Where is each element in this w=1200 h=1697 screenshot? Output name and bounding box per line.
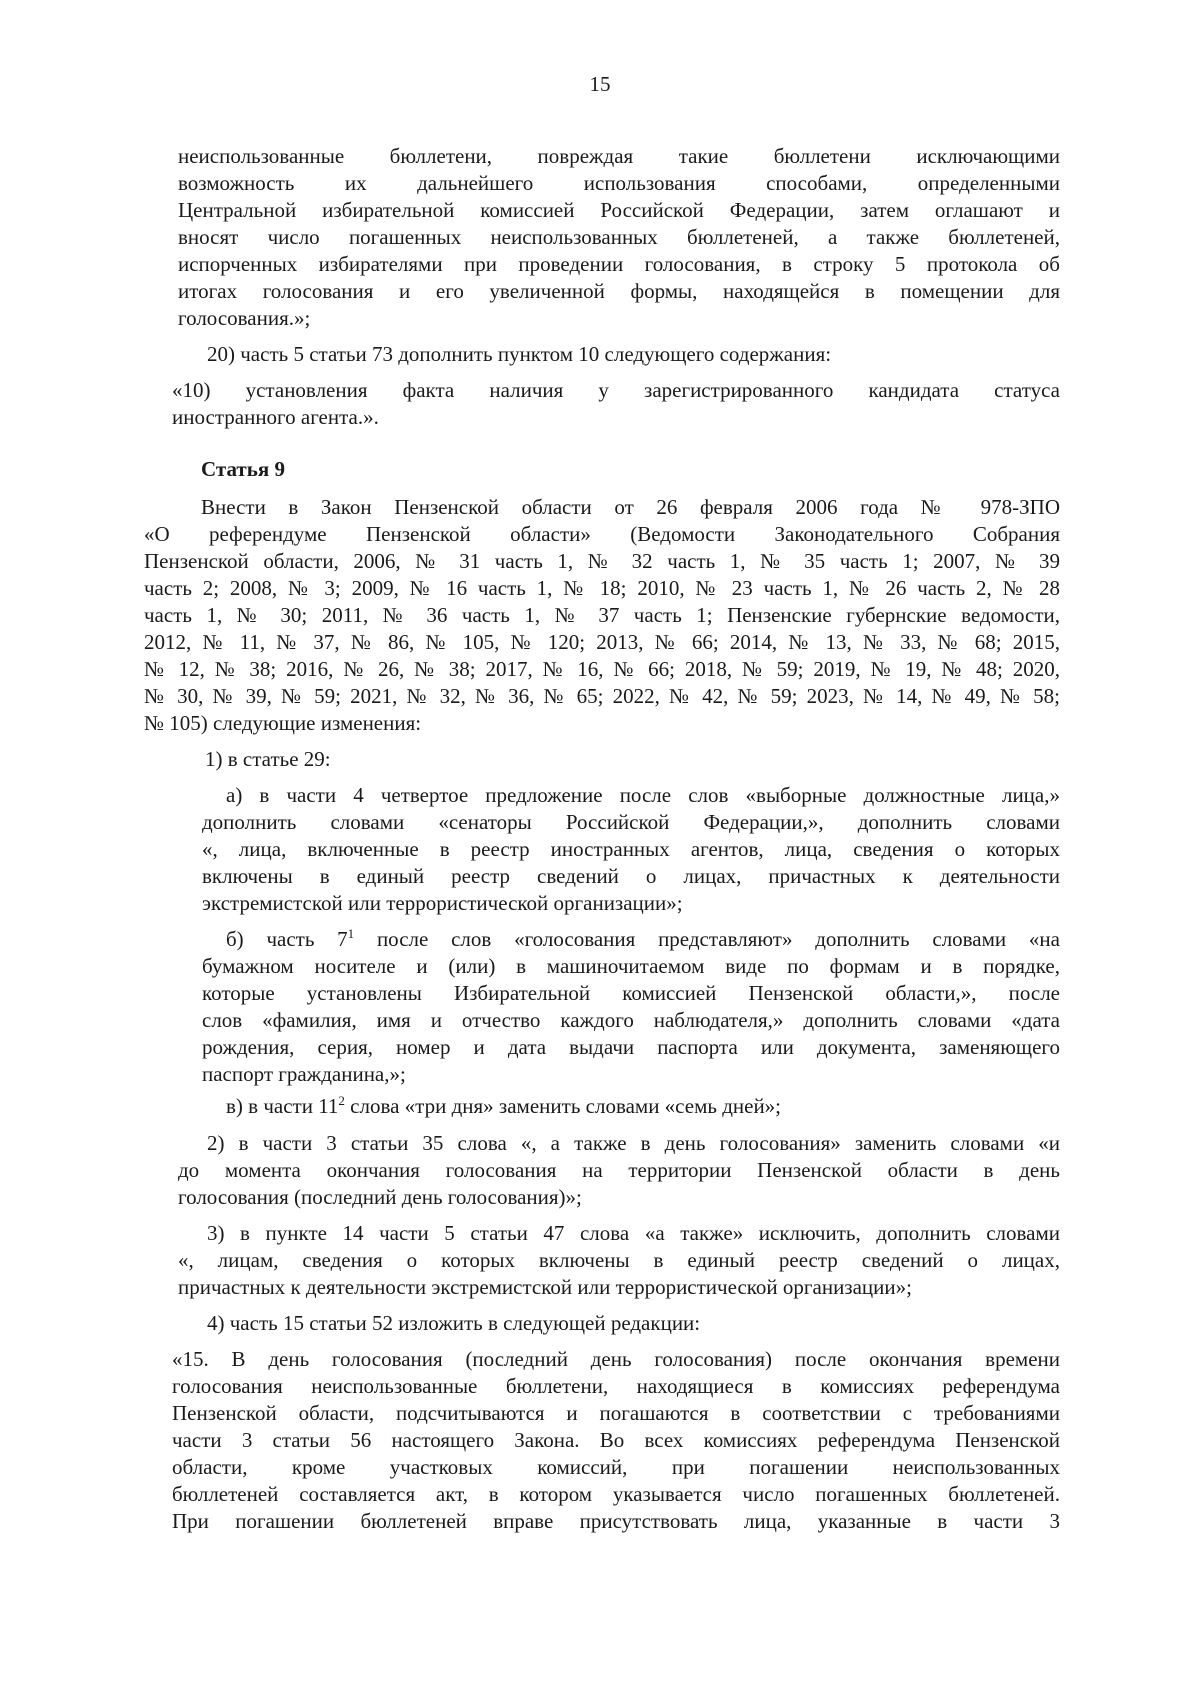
- paragraph-line: Внести в Закон Пензенской области от 26 февраля 2006 года № 978-ЗПО: [201, 495, 1060, 519]
- subitem-line: [226, 926, 1060, 953]
- subitem-line: дополнить словами «сенаторы Российской Федерации,», дополнить словами: [202, 810, 1060, 834]
- quoted-paragraph-line: иностранного агента.».: [172, 405, 379, 429]
- subitem-text: слова «три дня» заменить словами «семь дней»;: [344, 1094, 782, 1118]
- quoted-paragraph-line: «10) установления факта наличия у зарегистрированного кандидата статуса: [172, 378, 1060, 402]
- quoted-paragraph-line: голосования неиспользованные бюллетени, находящиеся в комиссиях референдума: [172, 1374, 1060, 1398]
- paragraph-line: итогах голосования и его увеличенной формы, находящейся в помещении для: [178, 279, 1060, 303]
- superscript: 2: [338, 1093, 345, 1108]
- paragraph-line: возможность их дальнейшего использования способами, определенными: [178, 171, 1060, 195]
- quoted-paragraph-line: «15. В день голосования (последний день голосования) после окончания времени: [172, 1347, 1060, 1371]
- quoted-paragraph-line: Пензенской области, подсчитываются и погашаются в соответствии с требованиями: [172, 1401, 1060, 1425]
- subitem-line: бумажном носителе и (или) в машиночитаемом виде по формам и в порядке,: [202, 954, 1060, 978]
- subitem-text: в) в части 11: [226, 1094, 339, 1118]
- paragraph-line: Пензенской области, 2006, № 31 часть 1, № 32 часть 1, № 35 часть 1; 2007, № 39: [144, 549, 1060, 573]
- paragraph-line: вносят число погашенных неиспользованных бюллетеней, а также бюллетеней,: [178, 225, 1060, 249]
- list-item: 20) часть 5 статьи 73 дополнить пунктом 10 следующего содержания:: [207, 342, 832, 366]
- quoted-paragraph-line: части 3 статьи 56 настоящего Закона. Во всех комиссиях референдума Пензенской: [172, 1428, 1060, 1452]
- subitem-line: [226, 1093, 781, 1120]
- superscript: 1: [347, 926, 355, 941]
- list-item-line: голосования (последний день голосования)»;: [178, 1185, 582, 1209]
- article-heading: Статья 9: [201, 457, 285, 481]
- paragraph-line: № 12, № 38; 2016, № 26, № 38; 2017, № 16, № 66; 2018, № 59; 2019, № 19, № 48; 2020,: [144, 657, 1060, 681]
- subitem-line: которые установлены Избирательной комиссией Пензенской области,», после: [202, 981, 1060, 1005]
- paragraph-line: «О референдуме Пензенской области» (Ведомости Законодательного Собрания: [144, 522, 1060, 546]
- subitem-line: включены в единый реестр сведений о лицах, причастных к деятельности: [202, 864, 1060, 888]
- paragraph-line: № 105) следующие изменения:: [144, 711, 422, 735]
- list-item-line: до момента окончания голосования на территории Пензенской области в день: [178, 1158, 1060, 1182]
- subitem-text: после слов «голосования представляют» дополнить словами «на: [354, 927, 1060, 951]
- subitem-line: слов «фамилия, имя и отчество каждого наблюдателя,» дополнить словами «дата: [202, 1008, 1060, 1032]
- subitem-line: паспорт гражданина,»;: [202, 1062, 406, 1086]
- subitem-text: б) часть 7: [226, 927, 348, 951]
- list-item: 4) часть 15 статьи 52 изложить в следующей редакции:: [207, 1311, 701, 1335]
- paragraph-line: неиспользованные бюллетени, повреждая такие бюллетени исключающими: [178, 144, 1060, 168]
- list-item-line: «, лицам, сведения о которых включены в единый реестр сведений о лицах,: [178, 1248, 1060, 1272]
- quoted-paragraph-line: бюллетеней составляется акт, в котором указывается число погашенных бюллетеней.: [172, 1482, 1060, 1506]
- list-item-line: 3) в пункте 14 части 5 статьи 47 слова «а также» исключить, дополнить словами: [207, 1221, 1060, 1245]
- paragraph-line: голосования.»;: [178, 306, 311, 330]
- paragraph-line: испорченных избирателями при проведении голосования, в строку 5 протокола об: [178, 252, 1060, 276]
- list-item-line: 2) в части 3 статьи 35 слова «, а также в день голосования» заменить словами «и: [207, 1131, 1060, 1155]
- paragraph-line: часть 1, № 30; 2011, № 36 часть 1, № 37 часть 1; Пензенские губернские ведомости,: [144, 603, 1060, 627]
- paragraph-line: 2012, № 11, № 37, № 86, № 105, № 120; 2013, № 66; 2014, № 13, № 33, № 68; 2015,: [144, 630, 1060, 654]
- subitem-line: рождения, серия, номер и дата выдачи паспорта или документа, заменяющего: [202, 1035, 1060, 1059]
- quoted-paragraph-line: При погашении бюллетеней вправе присутствовать лица, указанные в части 3: [172, 1509, 1060, 1533]
- subitem-line: экстремистской или террористической организации»;: [202, 891, 683, 915]
- subitem-line: а) в части 4 четвертое предложение после слов «выборные должностные лица,»: [226, 783, 1060, 807]
- quoted-paragraph-line: области, кроме участковых комиссий, при погашении неиспользованных: [172, 1455, 1060, 1479]
- subitem-line: «, лица, включенные в реестр иностранных агентов, лица, сведения о которых: [202, 837, 1060, 861]
- paragraph-line: часть 2; 2008, № 3; 2009, № 16 часть 1, № 18; 2010, № 23 часть 1, № 26 часть 2, № 28: [144, 576, 1060, 600]
- page-number: 15: [589, 72, 611, 96]
- paragraph-line: Центральной избирательной комиссией Российской Федерации, затем оглашают и: [178, 198, 1060, 222]
- paragraph-line: № 30, № 39, № 59; 2021, № 32, № 36, № 65; 2022, № 42, № 59; 2023, № 14, № 49, № 58;: [144, 684, 1060, 708]
- list-item: 1) в статье 29:: [205, 747, 331, 771]
- list-item-line: причастных к деятельности экстремистской или террористической организации»;: [178, 1275, 912, 1299]
